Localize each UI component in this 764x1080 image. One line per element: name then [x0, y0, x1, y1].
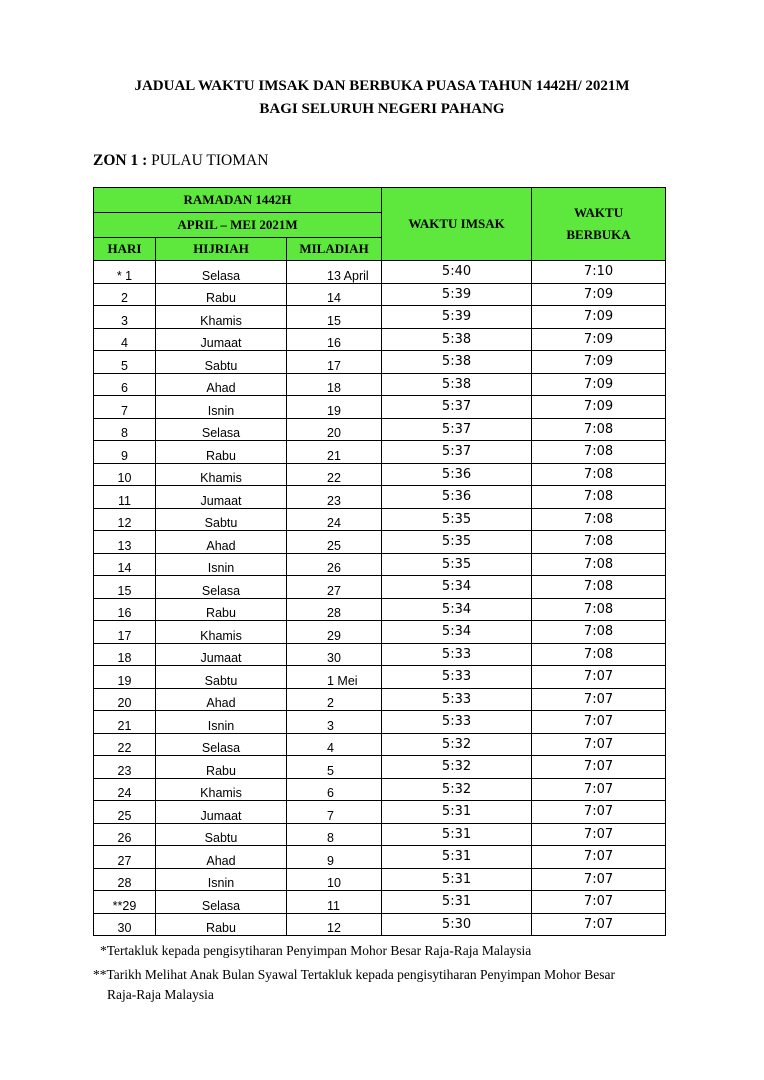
miladiah-cell: 22 [287, 463, 382, 486]
table-row [94, 463, 666, 486]
table-row [94, 598, 666, 621]
table-row [94, 508, 666, 531]
imsak-time-cell: 5:32 [382, 778, 532, 801]
imsak-time-cell: 5:35 [382, 508, 532, 531]
table-row [94, 531, 666, 554]
berbuka-time-cell: 7:08 [532, 418, 666, 441]
day-cell: 4 [94, 328, 156, 351]
hijriah-cell: Sabtu [156, 351, 287, 374]
imsak-time-cell: 5:32 [382, 756, 532, 779]
hijriah-cell: Jumaat [156, 486, 287, 509]
berbuka-time-cell: 7:07 [532, 913, 666, 936]
miladiah-cell: 21 [287, 441, 382, 464]
footnote-2-continued: Raja-Raja Malaysia [107, 987, 214, 1002]
table-row [94, 553, 666, 576]
hijriah-cell: Khamis [156, 306, 287, 329]
document-subtitle: BAGI SELURUH NEGERI PAHANG [259, 101, 505, 117]
miladiah-cell: 15 [287, 306, 382, 329]
berbuka-time-cell: 7:07 [532, 846, 666, 869]
hijriah-cell: Rabu [156, 283, 287, 306]
header-berbuka-line1: WAKTU [573, 205, 624, 220]
day-cell: 20 [94, 688, 156, 711]
day-cell: 13 [94, 531, 156, 554]
day-cell: 6 [94, 373, 156, 396]
header-hijriah: HIJRIAH [156, 238, 287, 261]
hijriah-cell: Jumaat [156, 328, 287, 351]
zone-label: ZON 1 : [93, 152, 148, 169]
day-cell: * 1 [94, 261, 156, 284]
miladiah-cell: 10 [287, 868, 382, 891]
imsak-time-cell: 5:40 [382, 261, 532, 284]
imsak-time-cell: 5:38 [382, 351, 532, 374]
berbuka-time-cell: 7:09 [532, 328, 666, 351]
day-cell: 22 [94, 733, 156, 756]
berbuka-time-cell: 7:07 [532, 778, 666, 801]
day-cell: 14 [94, 553, 156, 576]
imsak-time-cell: 5:30 [382, 913, 532, 936]
miladiah-cell: 11 [287, 891, 382, 914]
berbuka-time-cell: 7:07 [532, 711, 666, 734]
berbuka-time-cell: 7:09 [532, 396, 666, 419]
berbuka-time-cell: 7:08 [532, 531, 666, 554]
imsak-time-cell: 5:32 [382, 733, 532, 756]
day-cell: 28 [94, 868, 156, 891]
berbuka-time-cell: 7:08 [532, 441, 666, 464]
hijriah-cell: Jumaat [156, 643, 287, 666]
hijriah-cell: Ahad [156, 688, 287, 711]
miladiah-cell: 30 [287, 643, 382, 666]
berbuka-time-cell: 7:09 [532, 351, 666, 374]
miladiah-cell: 20 [287, 418, 382, 441]
hijriah-cell: Isnin [156, 868, 287, 891]
day-cell: 25 [94, 801, 156, 824]
berbuka-time-cell: 7:08 [532, 598, 666, 621]
berbuka-time-cell: 7:07 [532, 688, 666, 711]
berbuka-time-cell: 7:08 [532, 553, 666, 576]
header-imsak: WAKTU IMSAK [382, 188, 532, 261]
imsak-time-cell: 5:35 [382, 531, 532, 554]
header-berbuka-line2: BERBUKA [566, 227, 631, 242]
imsak-time-cell: 5:36 [382, 463, 532, 486]
table-row [94, 283, 666, 306]
day-cell: 18 [94, 643, 156, 666]
table-row [94, 328, 666, 351]
table-row [94, 688, 666, 711]
berbuka-time-cell: 7:07 [532, 823, 666, 846]
day-cell: 23 [94, 756, 156, 779]
day-cell: 24 [94, 778, 156, 801]
imsak-time-cell: 5:37 [382, 418, 532, 441]
day-cell: 16 [94, 598, 156, 621]
zone-heading [93, 152, 268, 170]
hijriah-cell: Selasa [156, 261, 287, 284]
imsak-time-cell: 5:38 [382, 373, 532, 396]
miladiah-cell: 6 [287, 778, 382, 801]
footnote-2: **Tarikh Melihat Anak Bulan Syawal Tertakluk kepada pengisytiharan Penyimpan Mohor Besar [93, 967, 615, 982]
miladiah-cell: 18 [287, 373, 382, 396]
berbuka-time-cell: 7:07 [532, 891, 666, 914]
imsak-time-cell: 5:33 [382, 666, 532, 689]
table-row [94, 418, 666, 441]
berbuka-time-cell: 7:08 [532, 463, 666, 486]
day-cell: 15 [94, 576, 156, 599]
header-ramadan: RAMADAN 1442H [94, 188, 382, 213]
hijriah-cell: Ahad [156, 373, 287, 396]
table-row [94, 913, 666, 936]
header-berbuka [532, 188, 666, 261]
miladiah-cell: 7 [287, 801, 382, 824]
imsak-time-cell: 5:31 [382, 868, 532, 891]
imsak-time-cell: 5:31 [382, 823, 532, 846]
miladiah-cell: 9 [287, 846, 382, 869]
table-row [94, 306, 666, 329]
day-cell: 8 [94, 418, 156, 441]
header-miladiah: MILADIAH [287, 238, 382, 261]
hijriah-cell: Khamis [156, 463, 287, 486]
miladiah-cell: 19 [287, 396, 382, 419]
day-cell: 7 [94, 396, 156, 419]
hijriah-cell: Selasa [156, 418, 287, 441]
berbuka-time-cell: 7:07 [532, 801, 666, 824]
miladiah-cell: 27 [287, 576, 382, 599]
imsak-time-cell: 5:34 [382, 621, 532, 644]
table-row [94, 396, 666, 419]
miladiah-cell: 24 [287, 508, 382, 531]
miladiah-cell: 17 [287, 351, 382, 374]
hijriah-cell: Rabu [156, 441, 287, 464]
imsak-time-cell: 5:34 [382, 598, 532, 621]
hijriah-cell: Rabu [156, 598, 287, 621]
miladiah-cell: 8 [287, 823, 382, 846]
imsak-time-cell: 5:38 [382, 328, 532, 351]
table-row [94, 576, 666, 599]
hijriah-cell: Isnin [156, 553, 287, 576]
miladiah-cell: 12 [287, 913, 382, 936]
day-cell: 17 [94, 621, 156, 644]
day-cell: 3 [94, 306, 156, 329]
table-row [94, 756, 666, 779]
berbuka-time-cell: 7:07 [532, 756, 666, 779]
hijriah-cell: Rabu [156, 756, 287, 779]
berbuka-time-cell: 7:07 [532, 666, 666, 689]
table-row [94, 868, 666, 891]
imsak-time-cell: 5:35 [382, 553, 532, 576]
miladiah-cell: 14 [287, 283, 382, 306]
berbuka-time-cell: 7:10 [532, 261, 666, 284]
miladiah-cell: 26 [287, 553, 382, 576]
hijriah-cell: Selasa [156, 891, 287, 914]
table-row [94, 486, 666, 509]
berbuka-time-cell: 7:09 [532, 283, 666, 306]
header-hari: HARI [94, 238, 156, 261]
zone-name: PULAU TIOMAN [151, 152, 269, 169]
miladiah-cell: 25 [287, 531, 382, 554]
berbuka-time-cell: 7:08 [532, 643, 666, 666]
day-cell: 27 [94, 846, 156, 869]
miladiah-cell: 29 [287, 621, 382, 644]
imsak-time-cell: 5:37 [382, 396, 532, 419]
imsak-time-cell: 5:33 [382, 711, 532, 734]
table-row [94, 778, 666, 801]
miladiah-cell: 5 [287, 756, 382, 779]
hijriah-cell: Isnin [156, 711, 287, 734]
imsak-time-cell: 5:31 [382, 891, 532, 914]
berbuka-time-cell: 7:09 [532, 306, 666, 329]
day-cell: **29 [94, 891, 156, 914]
miladiah-cell: 1 Mei [287, 666, 382, 689]
day-cell: 2 [94, 283, 156, 306]
table-row [94, 733, 666, 756]
hijriah-cell: Ahad [156, 846, 287, 869]
berbuka-time-cell: 7:07 [532, 733, 666, 756]
imsak-time-cell: 5:33 [382, 643, 532, 666]
hijriah-cell: Jumaat [156, 801, 287, 824]
hijriah-cell: Selasa [156, 733, 287, 756]
miladiah-cell: 3 [287, 711, 382, 734]
day-cell: 12 [94, 508, 156, 531]
header-months: APRIL – MEI 2021M [94, 213, 382, 238]
miladiah-cell: 13 April [287, 261, 382, 284]
imsak-time-cell: 5:33 [382, 688, 532, 711]
berbuka-time-cell: 7:08 [532, 576, 666, 599]
imsak-time-cell: 5:31 [382, 801, 532, 824]
miladiah-cell: 4 [287, 733, 382, 756]
hijriah-cell: Khamis [156, 621, 287, 644]
hijriah-cell: Isnin [156, 396, 287, 419]
hijriah-cell: Rabu [156, 913, 287, 936]
imsak-time-cell: 5:36 [382, 486, 532, 509]
table-row [94, 801, 666, 824]
day-cell: 10 [94, 463, 156, 486]
imsak-time-cell: 5:37 [382, 441, 532, 464]
day-cell: 21 [94, 711, 156, 734]
hijriah-cell: Sabtu [156, 666, 287, 689]
day-cell: 9 [94, 441, 156, 464]
imsak-time-cell: 5:39 [382, 306, 532, 329]
table-row [94, 441, 666, 464]
footnote-1: *Tertakluk kepada pengisytiharan Penyimpan Mohor Besar Raja-Raja Malaysia [100, 943, 532, 958]
miladiah-cell: 16 [287, 328, 382, 351]
table-row [94, 261, 666, 284]
document-title: JADUAL WAKTU IMSAK DAN BERBUKA PUASA TAHUN 1442H/ 2021M [134, 78, 630, 94]
day-cell: 19 [94, 666, 156, 689]
berbuka-time-cell: 7:08 [532, 486, 666, 509]
miladiah-cell: 28 [287, 598, 382, 621]
table-row [94, 666, 666, 689]
hijriah-cell: Sabtu [156, 823, 287, 846]
table-row [94, 643, 666, 666]
hijriah-cell: Ahad [156, 531, 287, 554]
hijriah-cell: Sabtu [156, 508, 287, 531]
berbuka-time-cell: 7:09 [532, 373, 666, 396]
day-cell: 11 [94, 486, 156, 509]
table-row [94, 351, 666, 374]
table-row [94, 373, 666, 396]
berbuka-time-cell: 7:08 [532, 508, 666, 531]
berbuka-time-cell: 7:07 [532, 868, 666, 891]
day-cell: 30 [94, 913, 156, 936]
day-cell: 5 [94, 351, 156, 374]
miladiah-cell: 23 [287, 486, 382, 509]
table-row [94, 621, 666, 644]
schedule-table [93, 187, 666, 936]
imsak-time-cell: 5:31 [382, 846, 532, 869]
imsak-time-cell: 5:34 [382, 576, 532, 599]
miladiah-cell: 2 [287, 688, 382, 711]
hijriah-cell: Khamis [156, 778, 287, 801]
day-cell: 26 [94, 823, 156, 846]
berbuka-time-cell: 7:08 [532, 621, 666, 644]
table-row [94, 891, 666, 914]
table-row [94, 823, 666, 846]
hijriah-cell: Selasa [156, 576, 287, 599]
table-row [94, 846, 666, 869]
imsak-time-cell: 5:39 [382, 283, 532, 306]
table-row [94, 711, 666, 734]
